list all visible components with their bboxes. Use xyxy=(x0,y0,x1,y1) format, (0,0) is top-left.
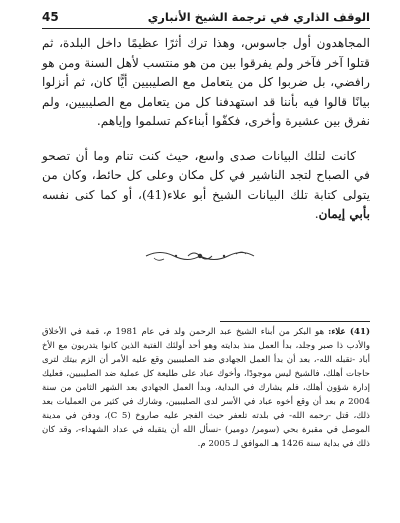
footnote-marker[interactable]: (41) xyxy=(141,187,167,202)
body-text xyxy=(42,34,370,225)
paragraph-2 xyxy=(42,147,370,225)
header-rule xyxy=(42,28,370,29)
page-header xyxy=(42,6,370,28)
page-number: 45 xyxy=(42,10,59,24)
running-title: الوقف الذاري في ترجمة الشيخ الأنباري xyxy=(147,10,370,24)
paragraph-2-text: كانت لتلك البيانات صدى واسع، حيث كنت تنام وما أن تصحو في الصباح لتجد الناشير في كل مكان وعلى كل حائط، وكان من يتولى كتابة تلك البيانات الشيخ أبو علاء xyxy=(42,148,370,202)
kunya-highlight: بأبي إيمان xyxy=(318,207,370,221)
ornament-divider xyxy=(0,247,400,269)
paragraph-1: المجاهدون أول جاسوس، وهذا ترك أثرًا عظيمًا داخل البلدة، ثم قتلوا آخر فآخر ولم يفرقوا بين من هو منتسب لأهل السنة ومن هو رافضي، بل ضربوا كل من يتعامل مع الصليبيين أيًّا كان، ثم أنزلوا بيانًا قالوا فيه بأننا قد استهدفنا كل من يتعامل مع الصليبيين، ولم نفرق بين عشيرة وأخرى، فكفّوا أبناءكم تسلموا وإياهم. xyxy=(42,36,370,128)
footnote xyxy=(42,325,370,451)
footnote-label: (41) علاء: xyxy=(328,327,371,337)
footnote-text: هو البكر من أبناء الشيخ عبد الرحمن ولد في عام 1981 م، قمة في الأخلاق والأدب ذا صبر وجلد، بدأ العمل منذ بدايته وهو أحد أولئك الفتية الذين كانوا يتدربون مع الأخ أباد -تقبله الله-، بعد أن بدأ العمل الجهادي ضد الصليبيين وقع عليه الأمر أن الزم بيتك لترى حاجات أهلك، فالشيخ ليس موجودًا، وأخوك عباد على طليعة كل عملية ضد الصليبيين، فعليك إدارة شؤون أهلك، فلم يشارك في البداية، وبدأ العمل الجهادي بعد الشهر الثامن من سنة 2004 م بعد أن وقع أخوه عباد في الأسر لدى الصليبيين، وشارك في كثير من العمليات بعد ذلك، قتل -رحمه الله- في بلدته تلعفر حيث الفجر عليه صاروخ (C 5)، ودفن في مدينة الموصل في مقبرة بحي (سومر/ دومير) -نسأل الله أن يتقبله في عداد الشهداء-، وقد كان ذلك في بداية سنة 1426 هـ الموافق لـ 2005 م. xyxy=(42,327,370,449)
paragraph-2-end: . xyxy=(314,207,319,221)
ornament-flourish-icon xyxy=(140,247,260,265)
footnote-rule xyxy=(220,321,370,322)
paragraph-2-continuation: ، أو كما كنى نفسه xyxy=(42,187,142,202)
